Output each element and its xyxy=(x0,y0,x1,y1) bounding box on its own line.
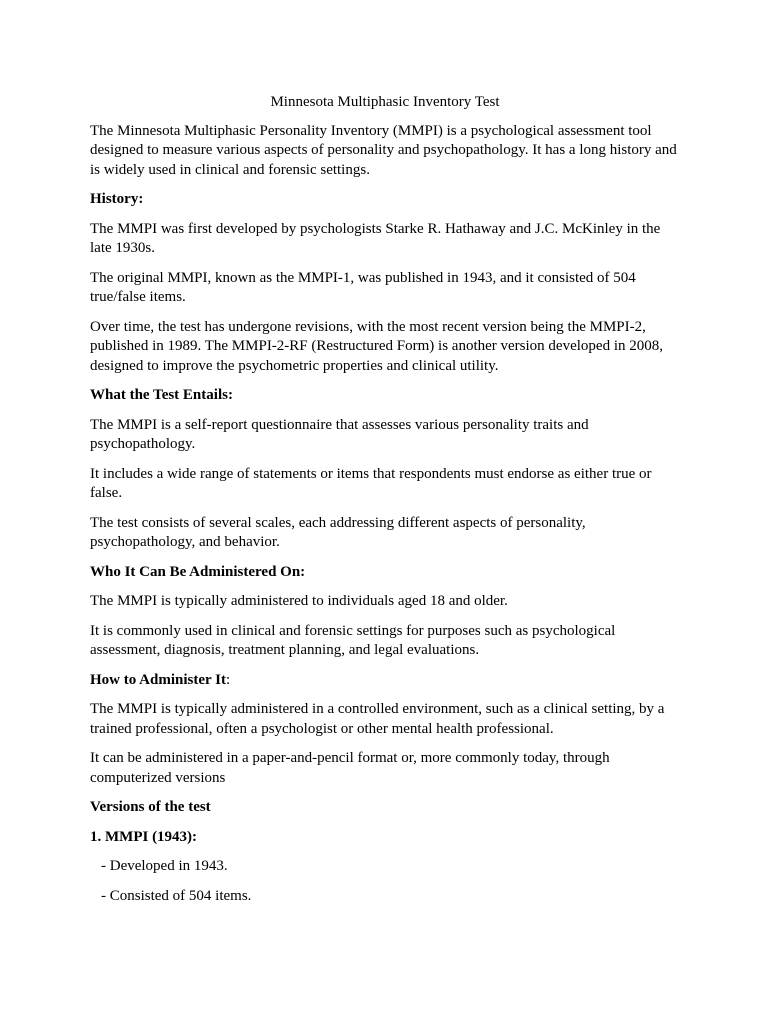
document-title: Minnesota Multiphasic Inventory Test xyxy=(270,94,500,110)
version-1-point-2: - Consisted of 504 items. xyxy=(101,887,252,904)
administered-on-paragraph-1: The MMPI is typically administered to individuals aged 18 and older. xyxy=(90,593,508,609)
entails-paragraph-3: The test consists of several scales, each addressing different aspects of personality, psychopathology, and behavior. xyxy=(90,514,586,550)
history-paragraph-1: The MMPI was first developed by psychologists Starke R. Hathaway and J.C. McKinley in the late 1930s. xyxy=(90,220,661,256)
history-paragraph-3: Over time, the test has undergone revisions, with the most recent version being the MMPI-2, published in 1989. The MMPI-2-RF (Restructured Form) is another version developed in 2008, designed to improve the psychometric properties and clinical utility. xyxy=(90,318,663,374)
administer-paragraph-1: The MMPI is typically administered in a controlled environment, such as a clinical setting, by a trained professional, often a psychologist or other mental health professional. xyxy=(90,701,665,737)
history-paragraph-2: The original MMPI, known as the MMPI-1, was published in 1943, and it consisted of 504 true/false items. xyxy=(90,269,636,305)
administer-heading xyxy=(90,671,680,691)
administer-heading-colon: : xyxy=(225,671,231,688)
administer-heading-text: How to Administer It xyxy=(90,671,226,688)
entails-paragraph-1: The MMPI is a self-report questionnaire that assesses various personality traits and psychopathology. xyxy=(90,416,589,452)
version-1-heading: 1. MMPI (1943): xyxy=(90,828,198,845)
intro-paragraph: The Minnesota Multiphasic Personality Inventory (MMPI) is a psychological assessment tool designed to measure various aspects of personality and psychopathology. It has a long history and is widely used in clinical and forensic settings. xyxy=(90,122,677,178)
entails-paragraph-2: It includes a wide range of statements or items that respondents must endorse as either true or false. xyxy=(90,465,652,501)
administered-on-heading: Who It Can Be Administered On: xyxy=(90,563,306,580)
history-heading: History: xyxy=(90,191,144,207)
administered-on-paragraph-2: It is commonly used in clinical and forensic settings for purposes such as psychological assessment, diagnosis, treatment planning, and legal evaluations. xyxy=(90,622,616,658)
administer-paragraph-2: It can be administered in a paper-and-pencil format or, more commonly today, through computerized versions xyxy=(90,750,610,786)
version-1-point-1: - Developed in 1943. xyxy=(101,858,228,874)
document-page xyxy=(90,93,680,916)
versions-heading: Versions of the test xyxy=(90,799,211,815)
entails-heading: What the Test Entails: xyxy=(90,387,233,403)
